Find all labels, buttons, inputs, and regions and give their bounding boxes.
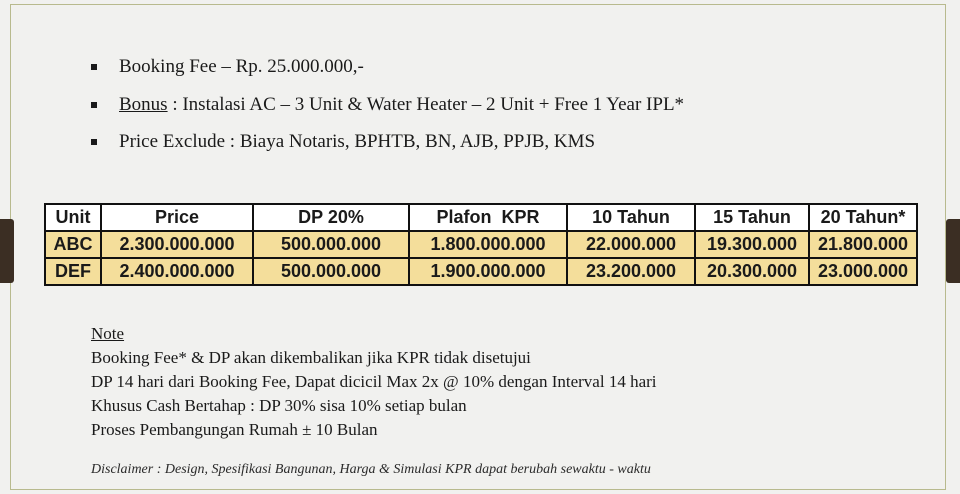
header-cell: 20 Tahun* [809, 204, 917, 231]
notes-title: Note [91, 324, 125, 343]
table-row [45, 258, 917, 285]
note-line: Proses Pembangungan Rumah ± 10 Bulan [91, 420, 378, 439]
table-cell: 19.300.000 [695, 231, 809, 258]
right-edge-tab [946, 219, 960, 283]
table-cell: 1.900.000.000 [409, 258, 567, 285]
price-table [44, 203, 918, 286]
header-cell: 15 Tahun [695, 204, 809, 231]
table-cell: ABC [45, 231, 101, 258]
square-bullet-icon [91, 102, 97, 108]
table-cell: 22.000.000 [567, 231, 695, 258]
bullet-label: Bonus [119, 93, 168, 115]
bullet-price-exclude [88, 127, 684, 165]
header-cell: 10 Tahun [567, 204, 695, 231]
bullet-list [88, 52, 684, 165]
table-cell: 500.000.000 [253, 231, 409, 258]
square-bullet-icon [91, 64, 97, 70]
note-line: Khusus Cash Bertahap : DP 30% sisa 10% setiap bulan [91, 396, 467, 415]
square-bullet-icon [91, 139, 97, 145]
table-cell: 23.000.000 [809, 258, 917, 285]
bullet-text: Booking Fee – Rp. 25.000.000,- [119, 56, 364, 77]
table-cell: 20.300.000 [695, 258, 809, 285]
header-cell: Price [101, 204, 253, 231]
note-line: DP 14 hari dari Booking Fee, Dapat dicicil Max 2x @ 10% dengan Interval 14 hari [91, 372, 657, 391]
note-line: Booking Fee* & DP akan dikembalikan jika KPR tidak disetujui [91, 348, 531, 367]
header-cell: DP 20% [253, 204, 409, 231]
header-cell: Plafon KPR [409, 204, 567, 231]
table-cell: DEF [45, 258, 101, 285]
bullet-text: : Instalasi AC – 3 Unit & Water Heater – 2 Unit + Free 1 Year IPL* [167, 93, 685, 115]
left-edge-tab [0, 219, 14, 283]
table-cell: 1.800.000.000 [409, 231, 567, 258]
table-header-row [45, 204, 917, 231]
notes-section [91, 322, 657, 442]
table-cell: 2.400.000.000 [101, 258, 253, 285]
disclaimer-text: Disclaimer : Design, Spesifikasi Bangunan, Harga & Simulasi KPR dapat berubah sewaktu - waktu [91, 462, 651, 477]
table-cell: 23.200.000 [567, 258, 695, 285]
table-cell: 500.000.000 [253, 258, 409, 285]
table-cell: 2.300.000.000 [101, 231, 253, 258]
bullet-booking-fee [88, 52, 684, 90]
header-cell: Unit [45, 204, 101, 231]
bullet-text: Price Exclude : Biaya Notaris, BPHTB, BN, AJB, PPJB, KMS [119, 131, 596, 152]
bullet-bonus [88, 90, 684, 128]
table-cell: 21.800.000 [809, 231, 917, 258]
table-row [45, 231, 917, 258]
